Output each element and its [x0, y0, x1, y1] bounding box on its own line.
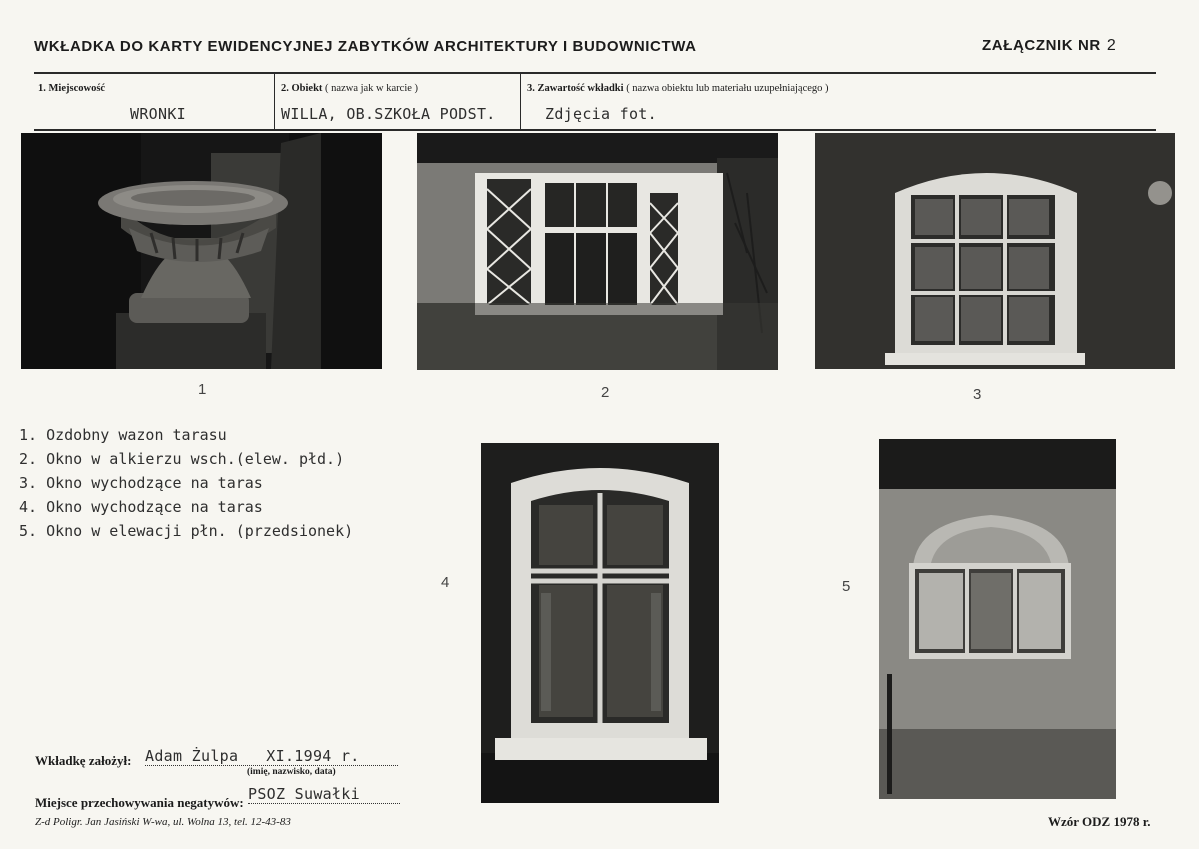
- bay-window-image: [417, 133, 778, 370]
- object-label-text: 2. Obiekt: [281, 83, 323, 94]
- photo-2-bay-window: [417, 133, 778, 370]
- photo-4-terrace-window: [481, 443, 719, 803]
- document-title: WKŁADKA DO KARTY EWIDENCYJNEJ ZABYTKÓW ARCHITEKTURY I BUDOWNICTWA: [34, 38, 697, 55]
- locality-value: WRONKI: [130, 105, 186, 123]
- photo-descriptions: [19, 423, 353, 543]
- terrace-window-image: [815, 133, 1175, 369]
- locality-label: 1. Miejscowość: [38, 83, 106, 94]
- object-value: WILLA, OB.SZKOŁA PODST.: [281, 105, 496, 123]
- photo-5-north-window: [879, 439, 1116, 799]
- author-label: Wkładkę założył:: [35, 753, 132, 768]
- contents-label: [527, 83, 829, 94]
- field-divider-1: [274, 74, 275, 130]
- attachment-label: ZAŁĄCZNIK NR: [982, 37, 1101, 54]
- attachment-value: 2: [1106, 37, 1117, 54]
- object-label-note: ( nazwa jak w karcie ): [325, 83, 419, 94]
- list-item: 3. Okno wychodzące na taras: [19, 474, 263, 492]
- list-item: 1. Ozdobny wazon tarasu: [19, 426, 227, 444]
- photo-5-number: 5: [842, 578, 851, 595]
- photo-3-number: 3: [973, 386, 982, 403]
- negatives-value: PSOZ Suwałki: [248, 785, 400, 804]
- contents-label-text: 3. Zawartość wkładki: [527, 83, 624, 94]
- list-item: 5. Okno w elewacji płn. (przedsionek): [19, 522, 354, 540]
- vase-image: [21, 133, 382, 369]
- author-value: Adam Żulpa XI.1994 r.: [145, 747, 398, 766]
- object-label: [281, 83, 418, 94]
- header-bottom-rule: [34, 129, 1156, 131]
- contents-label-note: ( nazwa obiektu lub materiału uzupełniającego ): [626, 83, 829, 94]
- photo-1-number: 1: [198, 381, 207, 398]
- attachment-number: [982, 37, 1116, 55]
- printer-imprint: Z-d Poligr. Jan Jasiński W-wa, ul. Wolna 13, tel. 12-43-83: [35, 816, 291, 828]
- contents-value: Zdjęcia fot.: [545, 105, 657, 123]
- north-window-image: [879, 439, 1116, 799]
- photo-2-number: 2: [601, 384, 610, 401]
- photo-4-number: 4: [441, 574, 450, 591]
- header-top-rule: [34, 72, 1156, 74]
- author-hint: (imię, nazwisko, data): [247, 767, 336, 777]
- negatives-label: Miejsce przechowywania negatywów:: [35, 795, 244, 810]
- list-item: 4. Okno wychodzące na taras: [19, 498, 263, 516]
- field-divider-2: [520, 74, 521, 130]
- list-item: 2. Okno w alkierzu wsch.(elew. płd.): [19, 450, 345, 468]
- photo-3-terrace-window: [815, 133, 1175, 369]
- photo-1-vase: [21, 133, 382, 369]
- form-version: Wzór ODZ 1978 r.: [1048, 814, 1151, 829]
- terrace-window-tall-image: [481, 443, 719, 803]
